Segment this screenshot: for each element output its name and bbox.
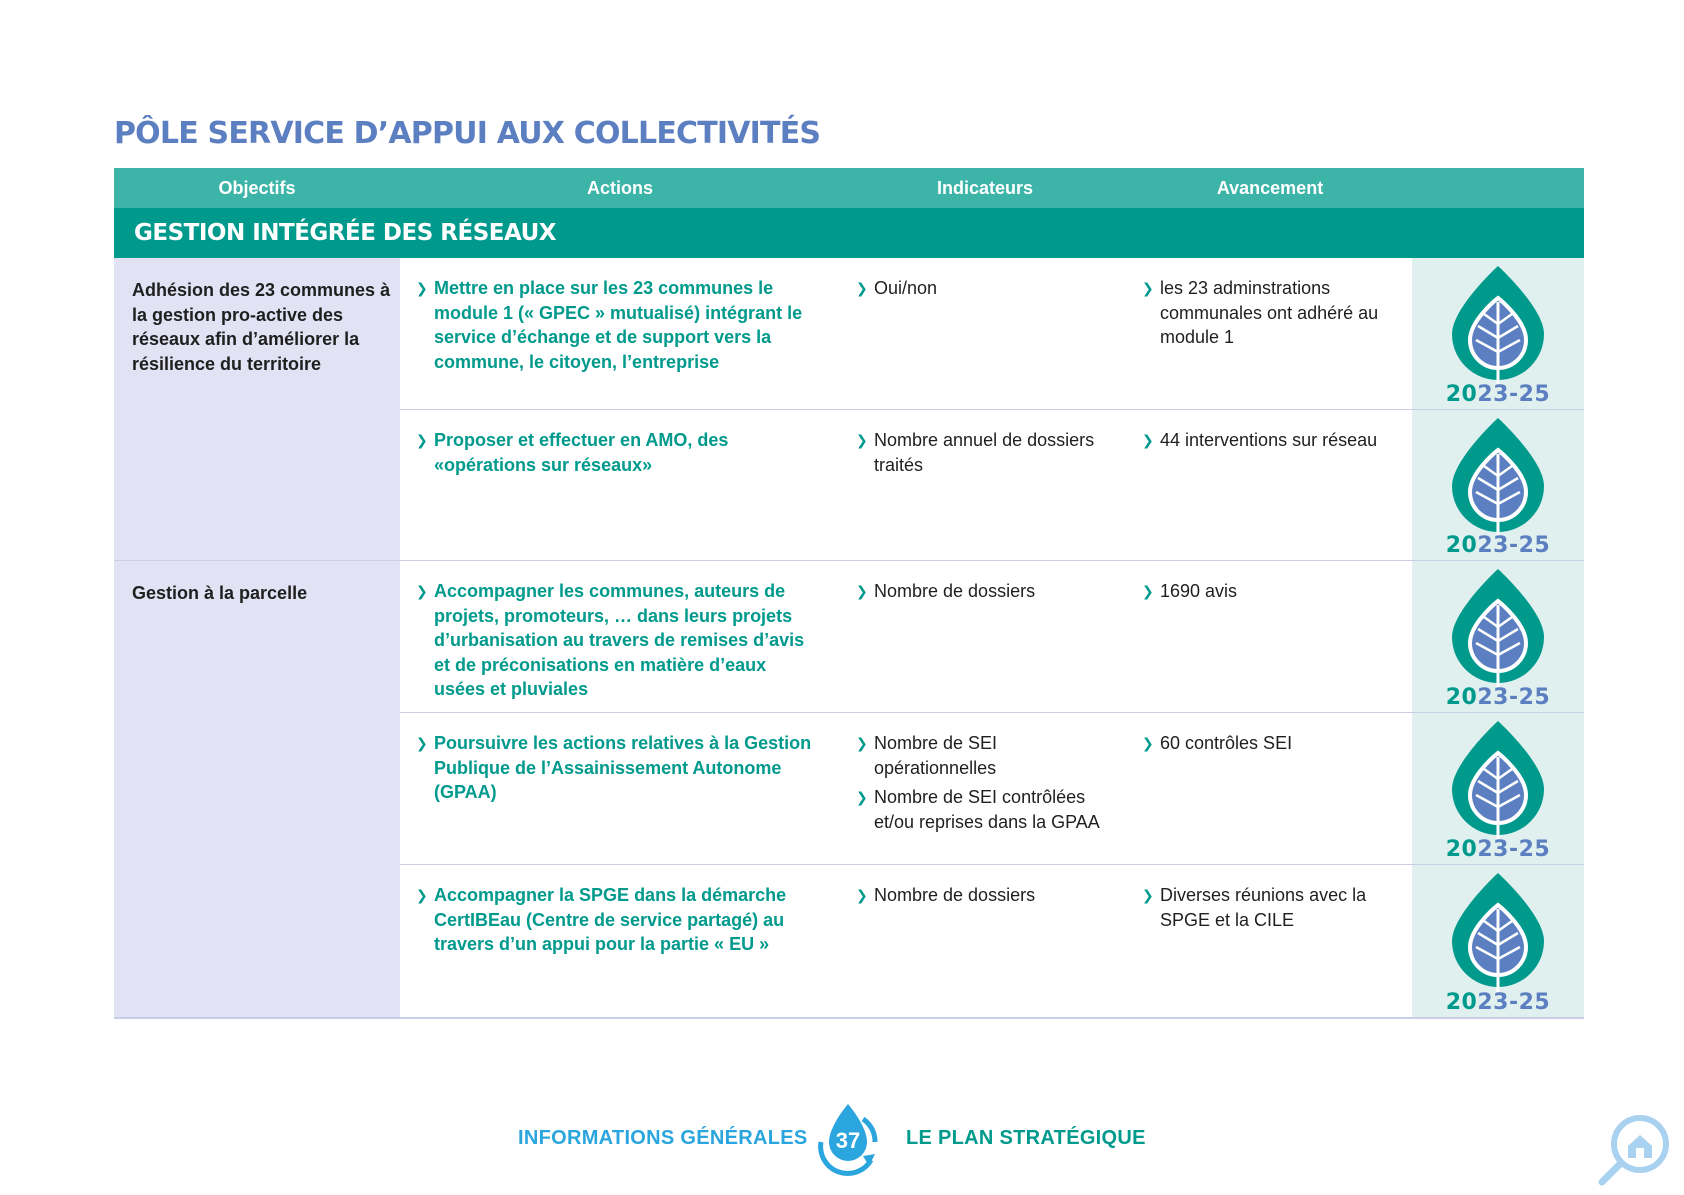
indicator-text: ❯ Nombre annuel de dossiers traités bbox=[856, 428, 1106, 477]
progress-cell bbox=[1142, 579, 1402, 604]
badge-year-range: 23-25 bbox=[1477, 837, 1551, 862]
table-row bbox=[400, 409, 1584, 560]
progress-text: ❯ les 23 adminstrations communales ont adhéré au module 1 bbox=[1142, 276, 1402, 350]
badge-year-prefix: 20 bbox=[1445, 533, 1478, 558]
action-cell bbox=[416, 428, 816, 477]
progress-cell bbox=[1142, 276, 1402, 350]
header-indicateurs: Indicateurs bbox=[936, 178, 1034, 198]
action-cell bbox=[416, 579, 816, 702]
indicator-cell bbox=[856, 428, 1106, 482]
action-text: ❯ Proposer et effectuer en AMO, des «opérations sur réseaux» bbox=[416, 428, 816, 477]
header-actions: Actions bbox=[586, 178, 653, 198]
badge-year-range: 23-25 bbox=[1477, 685, 1551, 710]
progress-text: ❯ 1690 avis bbox=[1142, 579, 1402, 604]
table-bottom-border bbox=[114, 1017, 1584, 1019]
indicator-text: ❯ Nombre de SEI contrôlées et/ou reprises dans la GPAA bbox=[856, 785, 1106, 834]
header-objectifs: Objectifs bbox=[218, 178, 296, 198]
table-row bbox=[400, 864, 1584, 1017]
badge-year bbox=[1412, 382, 1584, 407]
objective-text: Gestion à la parcelle bbox=[132, 583, 308, 603]
badge-year-range: 23-25 bbox=[1477, 990, 1551, 1015]
indicator-text: ❯ Nombre de SEI opérationnelles bbox=[856, 731, 1106, 780]
objective-cell bbox=[114, 258, 400, 560]
badge-year bbox=[1412, 685, 1584, 710]
badge-year-range: 23-25 bbox=[1477, 382, 1551, 407]
badge-year-prefix: 20 bbox=[1445, 837, 1478, 862]
progress-text: ❯ 60 contrôles SEI bbox=[1142, 731, 1402, 756]
progress-text: ❯ Diverses réunions avec la SPGE et la CILE bbox=[1142, 883, 1402, 932]
table-row bbox=[400, 712, 1584, 864]
indicator-text: ❯ Nombre de dossiers bbox=[856, 883, 1106, 908]
action-cell bbox=[416, 731, 816, 805]
action-cell bbox=[416, 883, 816, 957]
progress-cell bbox=[1142, 883, 1402, 932]
badge-cell bbox=[1412, 713, 1584, 864]
badge-cell bbox=[1412, 865, 1584, 1017]
table-body bbox=[114, 258, 1584, 1017]
action-text: ❯ Poursuivre les actions relatives à la Gestion Publique de l’Assainissement Autonome (GPAA) bbox=[416, 731, 816, 805]
indicator-text: ❯ Nombre de dossiers bbox=[856, 579, 1106, 604]
badge-cell bbox=[1412, 258, 1584, 409]
table-row bbox=[400, 258, 1584, 409]
badge-year-range: 23-25 bbox=[1477, 533, 1551, 558]
table-header-row bbox=[114, 168, 1584, 208]
table-row bbox=[400, 560, 1584, 712]
indicator-text: ❯ Oui/non bbox=[856, 276, 1106, 301]
badge-year bbox=[1412, 837, 1584, 862]
action-cell bbox=[416, 276, 816, 374]
action-text: ❯ Mettre en place sur les 23 communes le module 1 (« GPEC » mutualisé) intégrant le service d’échange et de support vers la commune, le citoyen, l’entreprise bbox=[416, 276, 816, 374]
section-header bbox=[114, 208, 1584, 258]
progress-cell bbox=[1142, 428, 1402, 453]
footer-nav-strategic-plan[interactable]: LE PLAN STRATÉGIQUE bbox=[906, 1127, 1146, 1149]
header-avancement: Avancement bbox=[1216, 178, 1324, 198]
progress-text: ❯ 44 interventions sur réseau bbox=[1142, 428, 1402, 453]
page-number-badge bbox=[811, 1100, 885, 1180]
objective-cell bbox=[114, 560, 400, 1017]
section-title: GESTION INTÉGRÉE DES RÉSEAUX bbox=[134, 220, 557, 246]
badge-year-prefix: 20 bbox=[1445, 990, 1478, 1015]
badge-cell bbox=[1412, 561, 1584, 712]
objective-text: Adhésion des 23 communes à la gestion pro-active des réseaux afin d’améliorer la résilience du territoire bbox=[132, 280, 391, 374]
page-number: 37 bbox=[835, 1128, 861, 1153]
indicator-cell bbox=[856, 579, 1106, 609]
strategy-table bbox=[114, 168, 1584, 1017]
indicator-cell bbox=[856, 276, 1106, 306]
action-text: ❯ Accompagner la SPGE dans la démarche CertIBEau (Centre de service partagé) au travers d’un appui pour la partie « EU » bbox=[416, 883, 816, 957]
page-title: PÔLE SERVICE D’APPUI AUX COLLECTIVITÉS bbox=[114, 116, 821, 151]
badge-year-prefix: 20 bbox=[1445, 382, 1478, 407]
indicator-cell bbox=[856, 731, 1106, 839]
indicator-cell bbox=[856, 883, 1106, 913]
footer-nav-general-info[interactable]: INFORMATIONS GÉNÉRALES bbox=[518, 1127, 808, 1149]
action-text: ❯ Accompagner les communes, auteurs de projets, promoteurs, … dans leurs projets d’urbanisation au travers de remises d’avis et de préconisations en matière d’eaux usées et pluviales bbox=[416, 579, 816, 702]
badge-year bbox=[1412, 533, 1584, 558]
progress-cell bbox=[1142, 731, 1402, 756]
search-home-icon[interactable] bbox=[1594, 1110, 1674, 1190]
badge-year bbox=[1412, 990, 1584, 1015]
badge-year-prefix: 20 bbox=[1445, 685, 1478, 710]
badge-cell bbox=[1412, 410, 1584, 560]
